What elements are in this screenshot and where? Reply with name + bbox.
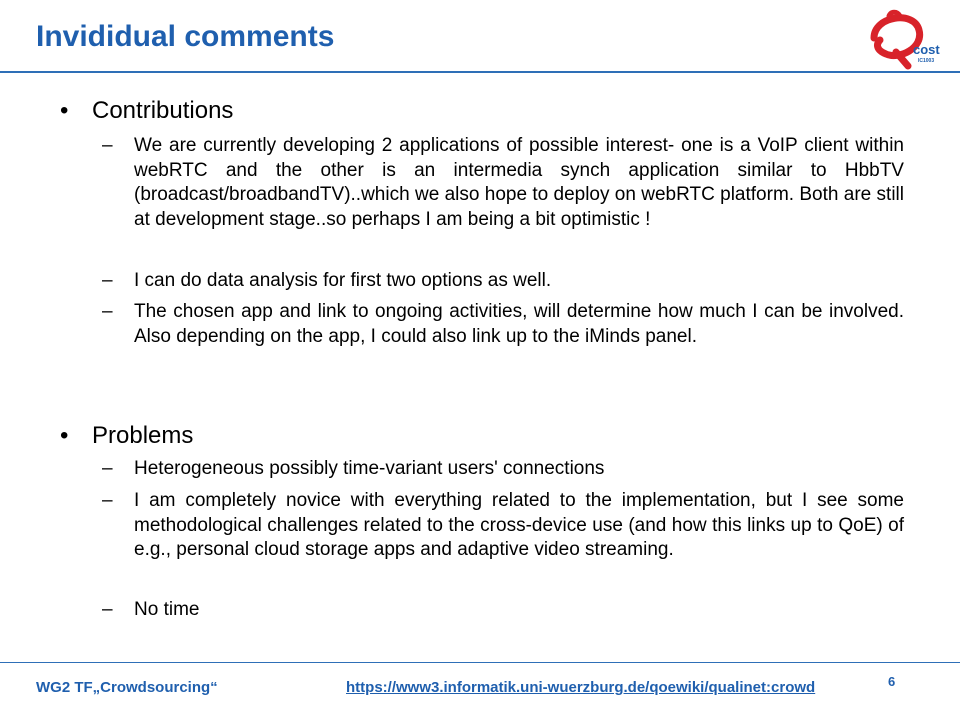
qualinet-cost-logo (864, 8, 948, 70)
dash: – (102, 301, 113, 322)
section-heading: Contributions (92, 97, 234, 124)
dash: – (102, 599, 113, 620)
dash: – (102, 458, 113, 479)
footer-title: WG2 TF„Crowdsourcing“ (36, 679, 218, 696)
dash: – (102, 270, 113, 291)
sub-item-text: I am completely novice with everything related to the implementation, but I see some methodological challenges related to the cross-device use (and how this links up to QoE) of e.g., personal cloud storage apps and adaptive video streaming. (134, 490, 904, 560)
dash: – (102, 490, 113, 511)
sub-item-text: No time (134, 599, 200, 620)
sub-item-text: The chosen app and link to ongoing activities, will determine how much I can be involved. Also depending on the app, I could also link up to the iMinds panel. (134, 301, 904, 347)
sub-item-text: I can do data analysis for first two options as well. (134, 270, 552, 291)
sub-item-text: Heterogeneous possibly time-variant users' connections (134, 458, 605, 479)
page-number: 6 (888, 674, 896, 689)
section-heading: Problems (92, 422, 194, 449)
footer-rule (0, 662, 960, 663)
page-title: Invididual comments (36, 20, 335, 53)
sub-item-text: We are currently developing 2 applications of possible interest- one is a VoIP client within webRTC and the other is an intermedia synch application similar to HbbTV (broadcast/broadbandTV)..which we also hope to deploy on webRTC platform. Both are still at development stage..so perhaps I am being a bit optimistic ! (134, 135, 904, 230)
footer-link[interactable]: https://www3.informatik.uni-wuerzburg.de/qoewiki/qualinet:crowd (346, 679, 816, 696)
dash: – (102, 135, 113, 156)
bullet-dot: • (60, 422, 69, 449)
bullet-dot: • (60, 97, 69, 124)
logo-subtext: IC1003 (918, 58, 935, 64)
title-rule (0, 71, 960, 73)
logo-text: cost (913, 42, 940, 57)
